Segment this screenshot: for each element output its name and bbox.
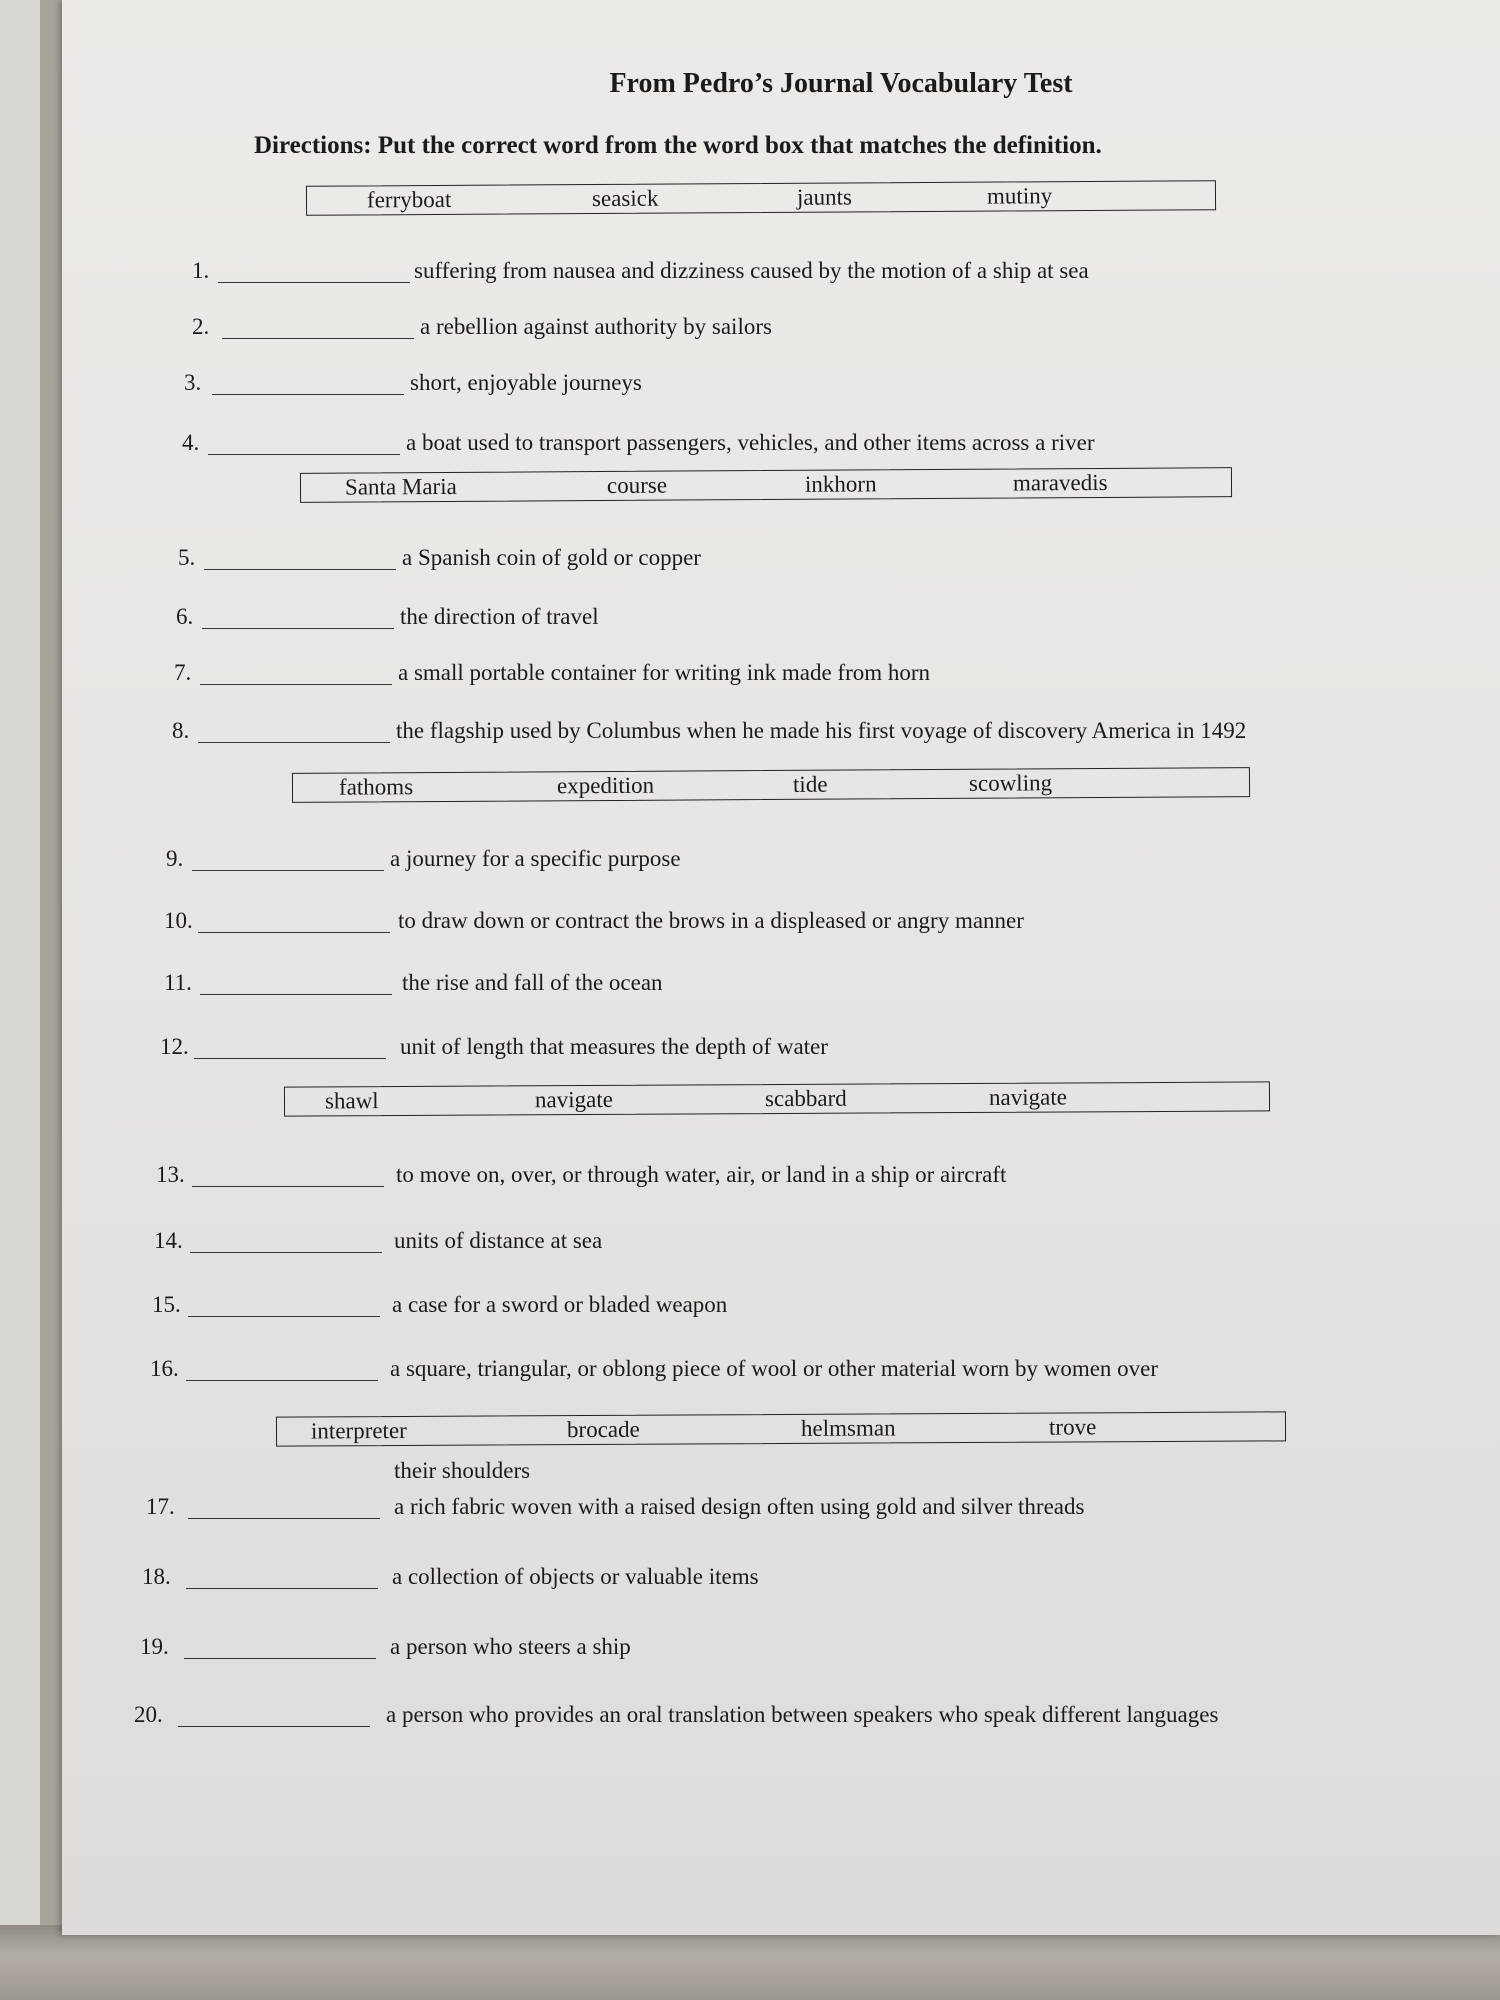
word-box-item: inkhorn (804, 471, 877, 497)
answer-blank[interactable] (198, 932, 390, 933)
question-number: 4. (182, 430, 200, 455)
word-box-2 (300, 467, 1232, 503)
answer-blank[interactable] (208, 454, 400, 455)
word-box-item: shawl (324, 1088, 379, 1114)
question-16-continuation: their shoulders (394, 1458, 531, 1483)
question-definition: a person who provides an oral translation between speakers who speak different languages (386, 1702, 1219, 1727)
question-definition: a case for a sword or bladed weapon (392, 1292, 728, 1317)
word-box-1 (306, 180, 1216, 216)
question-definition: a rebellion against authority by sailors (420, 314, 772, 339)
word-box-4 (284, 1081, 1270, 1116)
directions-text: Directions: Put the correct word from the word box that matches the definition. (254, 132, 1102, 159)
word-box-item: fathoms (338, 774, 414, 800)
question-number: 10. (164, 908, 193, 933)
question-number: 20. (134, 1702, 163, 1727)
word-box-item: interpreter (310, 1417, 407, 1444)
word-box-item: seasick (591, 185, 659, 212)
word-box-item: navigate (988, 1084, 1067, 1110)
word-box-item: maravedis (1012, 469, 1108, 496)
word-box-item: jaunts (796, 184, 853, 210)
question-number: 16. (150, 1356, 179, 1381)
answer-blank[interactable] (202, 628, 394, 629)
page-title: From Pedro’s Journal Vocabulary Test (609, 68, 1073, 99)
question-number: 13. (156, 1162, 185, 1187)
answer-blank[interactable] (192, 1186, 384, 1187)
answer-blank[interactable] (186, 1588, 378, 1589)
question-definition: a collection of objects or valuable items (392, 1564, 759, 1589)
answer-blank[interactable] (200, 994, 392, 995)
question-definition: a Spanish coin of gold or copper (402, 545, 701, 570)
question-number: 14. (154, 1228, 183, 1253)
word-box-item: tide (792, 771, 828, 797)
question-definition: to draw down or contract the brows in a displeased or angry manner (398, 908, 1024, 933)
answer-blank[interactable] (178, 1726, 370, 1727)
answer-blank[interactable] (218, 282, 410, 283)
question-definition: units of distance at sea (394, 1228, 603, 1253)
question-number: 2. (192, 314, 210, 339)
answer-blank[interactable] (212, 394, 404, 395)
word-box-3 (292, 767, 1250, 803)
word-box-5 (276, 1411, 1286, 1446)
question-definition: suffering from nausea and dizziness caused by the motion of a ship at sea (414, 258, 1089, 283)
answer-blank[interactable] (200, 684, 392, 685)
question-definition: a small portable container for writing ink made from horn (398, 660, 931, 685)
answer-blank[interactable] (204, 569, 396, 570)
question-number: 17. (146, 1494, 175, 1519)
word-box-item: scowling (968, 770, 1053, 796)
word-box-item: ferryboat (366, 186, 452, 213)
question-number: 19. (140, 1634, 169, 1659)
question-definition: a rich fabric woven with a raised design often using gold and silver threads (394, 1494, 1085, 1519)
question-definition: the flagship used by Columbus when he made his first voyage of discovery America in 1492 (396, 718, 1247, 743)
answer-blank[interactable] (186, 1380, 378, 1381)
question-definition: short, enjoyable journeys (410, 370, 642, 395)
answer-blank[interactable] (198, 742, 390, 743)
answer-blank[interactable] (194, 1058, 386, 1059)
worksheet-page (62, 0, 1500, 1935)
answer-blank[interactable] (188, 1518, 380, 1519)
question-number: 5. (178, 545, 196, 570)
question-definition: the rise and fall of the ocean (402, 970, 663, 995)
question-definition: a square, triangular, or oblong piece of wool or other material worn by women over (390, 1356, 1159, 1381)
word-box-item: helmsman (800, 1415, 896, 1441)
answer-blank[interactable] (188, 1316, 380, 1317)
question-definition: a boat used to transport passengers, vehicles, and other items across a river (406, 430, 1095, 455)
question-number: 8. (172, 718, 190, 743)
word-box-item: mutiny (986, 183, 1053, 209)
answer-blank[interactable] (190, 1252, 382, 1253)
word-box-item: course (606, 472, 668, 498)
question-number: 6. (176, 604, 194, 629)
background-paper-edge (0, 0, 40, 1930)
question-number: 18. (142, 1564, 171, 1589)
word-box-item: navigate (534, 1086, 613, 1113)
question-number: 11. (164, 970, 192, 995)
question-definition: the direction of travel (400, 604, 599, 629)
question-number: 7. (174, 660, 192, 685)
word-box-item: expedition (556, 772, 655, 799)
word-box-item: scabbard (764, 1085, 847, 1112)
question-number: 3. (184, 370, 202, 395)
question-number: 15. (152, 1292, 181, 1317)
answer-blank[interactable] (222, 338, 414, 339)
answer-blank[interactable] (192, 870, 384, 871)
question-definition: to move on, over, or through water, air, or land in a ship or aircraft (396, 1162, 1007, 1187)
question-definition: unit of length that measures the depth of water (400, 1034, 828, 1059)
word-box-item: brocade (566, 1416, 640, 1443)
word-box-item: Santa Maria (344, 473, 457, 500)
countertop (0, 1925, 1500, 2000)
question-definition: a person who steers a ship (390, 1634, 631, 1659)
question-number: 1. (192, 258, 210, 283)
word-box-item: trove (1048, 1414, 1097, 1440)
question-number: 12. (160, 1034, 189, 1059)
question-definition: a journey for a specific purpose (390, 846, 681, 871)
answer-blank[interactable] (184, 1658, 376, 1659)
question-number: 9. (166, 846, 184, 871)
